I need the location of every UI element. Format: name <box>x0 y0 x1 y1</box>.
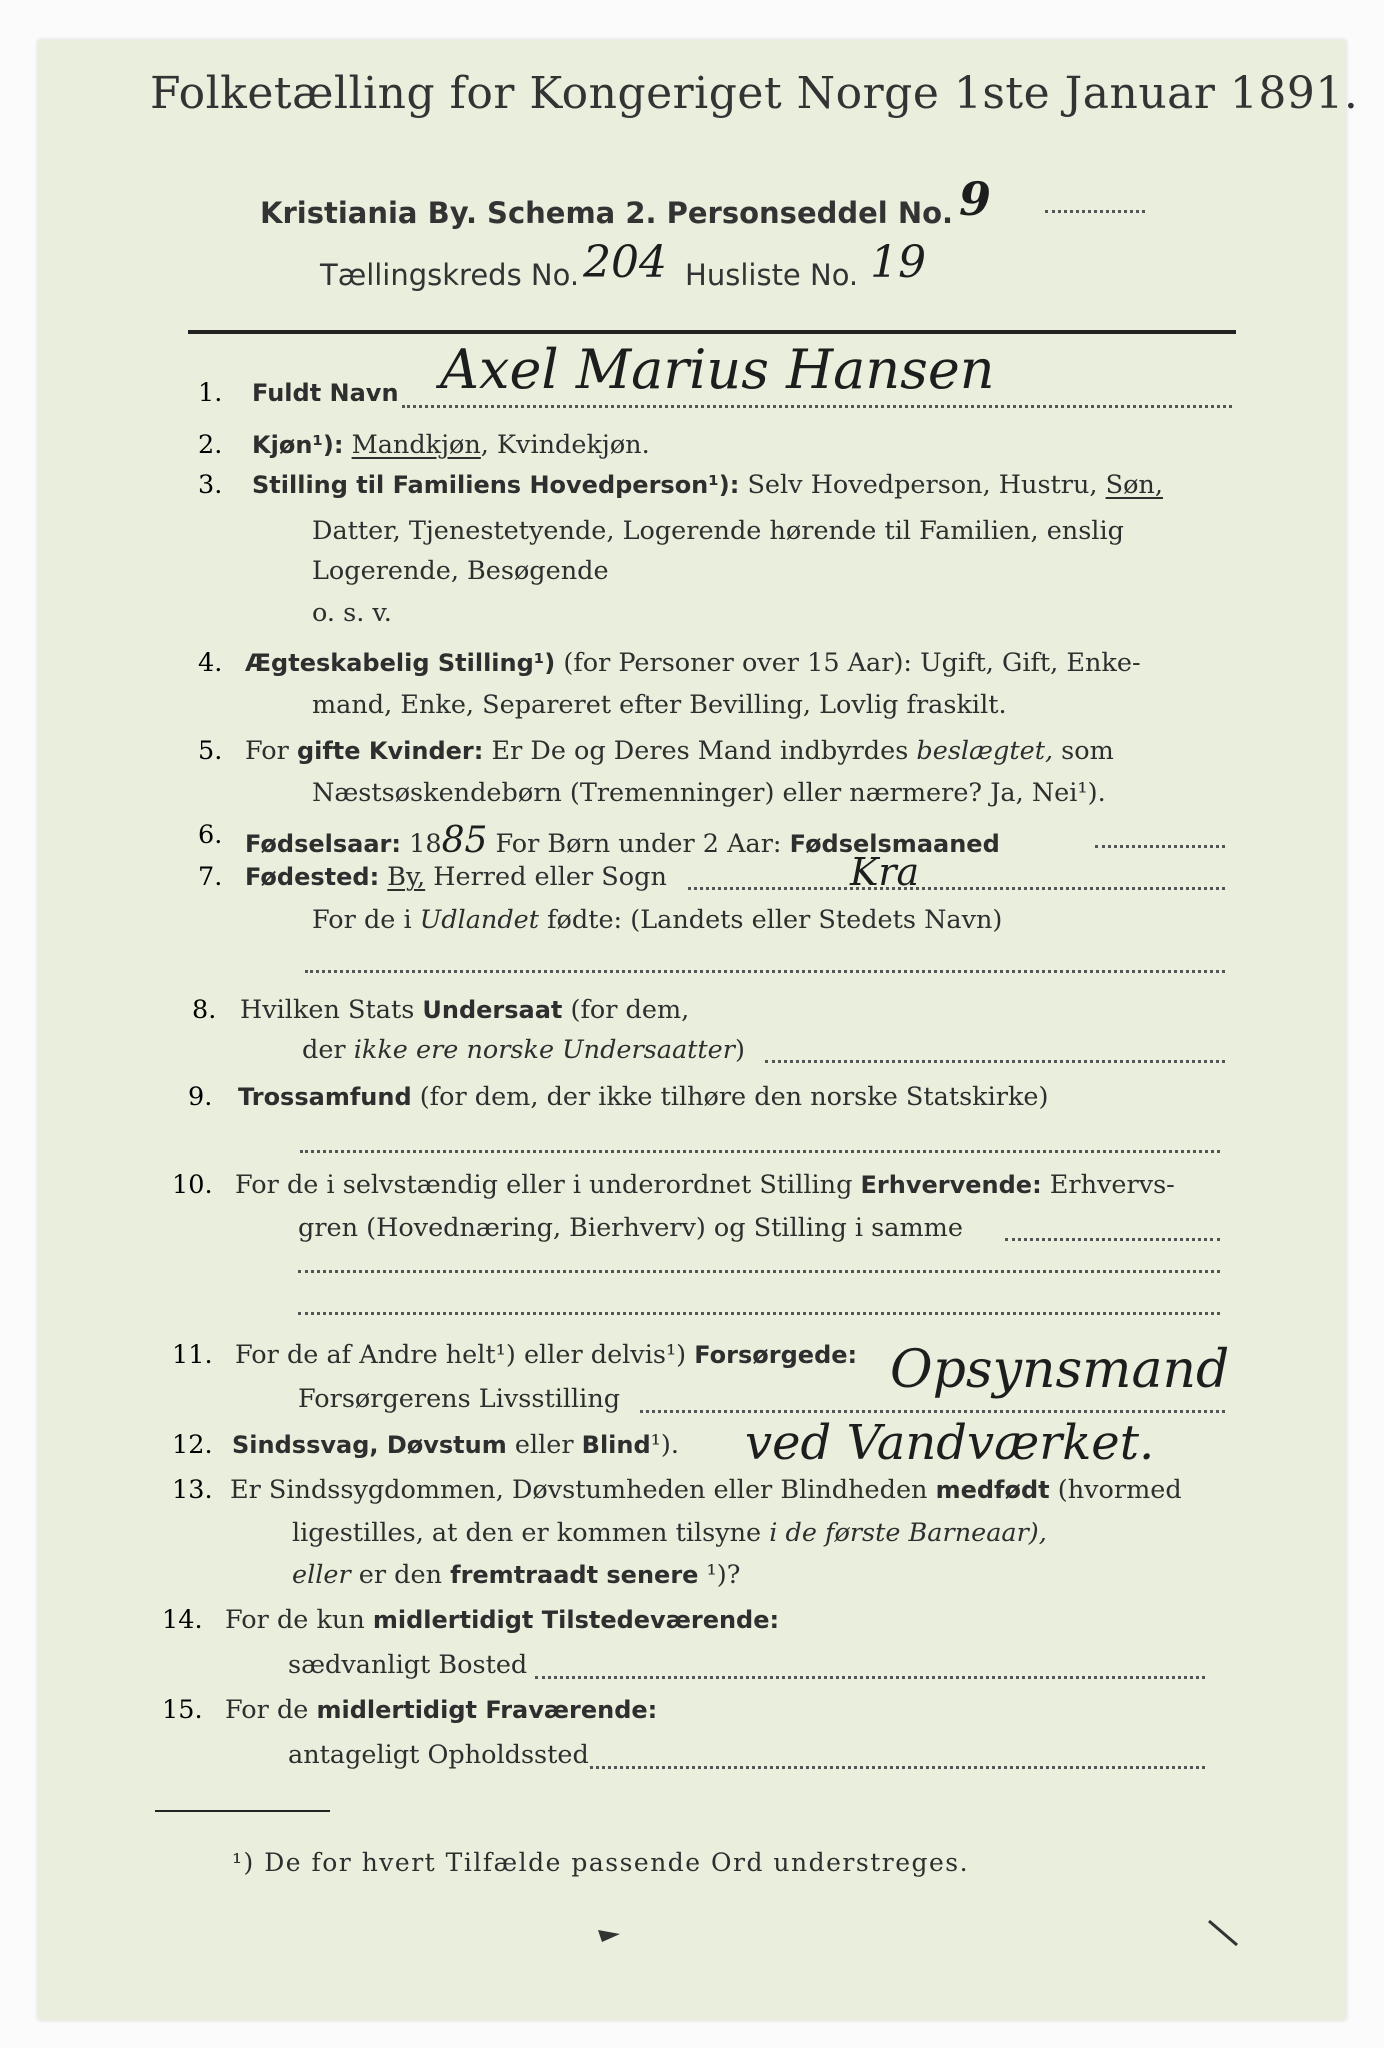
q10-l1-b: Erhvervs- <box>1041 1170 1175 1200</box>
q5-number: 5. <box>198 736 223 766</box>
q4-line1 <box>245 648 1141 678</box>
q14-number: 14. <box>162 1605 203 1635</box>
q2-rest: , Kvindekjøn. <box>480 430 650 460</box>
q15-number: 15. <box>162 1695 203 1725</box>
q13-l3-b: ¹)? <box>698 1560 741 1590</box>
q7-dots <box>688 887 1225 890</box>
q5-l1-c: som <box>1053 736 1114 766</box>
q13-l3-bold: fremtraadt senere <box>450 1561 699 1589</box>
q10-line1 <box>235 1170 1175 1200</box>
q2-mandkjon-underlined: Mandkjøn <box>351 430 481 460</box>
q5-l1-a: For <box>245 736 297 766</box>
q13-l3-a: er den <box>350 1560 451 1590</box>
q9-rest: (for dem, der ikke tilhøre den norske Statskirke) <box>411 1082 1049 1112</box>
q6-year-handwriting: 85 <box>441 820 488 861</box>
q7-l2-a: For de i <box>312 905 420 935</box>
q7-line2 <box>312 905 1002 935</box>
tellingskreds-line <box>320 237 927 296</box>
q7-line1 <box>245 862 667 892</box>
personseddel-dots <box>1045 210 1145 213</box>
q7-l2-b: fødte: (Landets eller Stedets Navn) <box>539 905 1003 935</box>
q15-line1 <box>225 1695 657 1725</box>
q11-l1-bold: Forsørgede: <box>694 1341 858 1369</box>
q9-number: 9. <box>188 1082 213 1112</box>
q13-number: 13. <box>172 1475 213 1505</box>
q14-line1 <box>225 1605 779 1635</box>
q4-l1-rest: (for Personer over 15 Aar): Ugift, Gift, Enke- <box>555 648 1141 678</box>
q2-line <box>252 430 650 460</box>
q6-label2: Fødselsmaaned <box>789 830 1000 858</box>
q3-line3: Logerende, Besøgende <box>312 556 609 586</box>
q3-number: 3. <box>198 470 223 500</box>
q1-dots <box>402 405 1232 408</box>
q2-label: Kjøn¹): <box>252 431 344 459</box>
q7-number: 7. <box>198 862 223 892</box>
q15-l1-bold: midlertidigt Fraværende: <box>316 1696 658 1724</box>
q13-line1 <box>230 1475 1182 1505</box>
q13-l2-a: ligestilles, at den er kommen tilsyne <box>292 1518 770 1548</box>
q6-rest: For Børn under 2 Aar: <box>487 829 790 859</box>
q6-year-prefix: 18 <box>401 829 442 859</box>
q2-number: 2. <box>198 430 223 460</box>
q7-l2-italic: Udlandet <box>419 905 539 935</box>
q8-l2-italic: ikke ere norske Undersaatter <box>353 1035 735 1065</box>
q1-label <box>252 378 399 408</box>
q3-label: Stilling til Familiens Hovedperson¹): <box>252 471 740 499</box>
q12-label2: Blind <box>581 1431 651 1459</box>
q7-label: Fødested: <box>245 863 380 891</box>
q7-blank-dots <box>305 970 1225 973</box>
q8-number: 8. <box>192 995 217 1025</box>
q10-line2: gren (Hovednæring, Bierhverv) og Stilling i samme <box>298 1213 963 1243</box>
q12-label: Sindssvag, Døvstum <box>232 1431 507 1459</box>
q6-number: 6. <box>198 820 223 850</box>
q12-answer-handwriting: ved Vandværket. <box>745 1415 1155 1471</box>
tellingskreds-number: 204 <box>583 237 668 288</box>
schema-line-text: Kristiania By. Schema 2. Personseddel No. <box>260 196 954 230</box>
q10-number: 10. <box>172 1170 213 1200</box>
q8-l1-b: (for dem, <box>562 995 690 1025</box>
q13-l1-bold: medfødt <box>935 1476 1050 1504</box>
q9-line <box>238 1082 1048 1112</box>
q12-mid: eller <box>506 1430 582 1460</box>
q6-dots <box>1095 845 1225 848</box>
q9-label: Trossamfund <box>238 1083 412 1111</box>
q15-line2: antageligt Opholdssted <box>288 1740 589 1770</box>
q8-l1-bold: Undersaat <box>422 996 563 1024</box>
q11-answer-handwriting: Opsynsmand <box>890 1340 1230 1400</box>
q3-line1 <box>252 470 1163 500</box>
q1-label-text: Fuldt Navn <box>252 379 399 407</box>
footnote: ¹) De for hvert Tilfælde passende Ord understreges. <box>232 1848 970 1877</box>
q5-l1-bold: gifte Kvinder: <box>296 737 484 765</box>
q5-line2: Næstsøskendebørn (Tremenninger) eller nærmere? Ja, Nei¹). <box>312 778 1106 808</box>
q12-line <box>232 1430 679 1460</box>
q11-l1-a: For de af Andre helt¹) eller delvis¹) <box>235 1340 695 1370</box>
q13-l3-italic: eller <box>292 1560 351 1590</box>
q10-l1-bold: Erhvervende: <box>860 1171 1042 1199</box>
q11-line2: Forsørgerens Livsstilling <box>298 1384 621 1414</box>
q11-line1 <box>235 1340 857 1370</box>
ink-mark-icon <box>590 1910 630 1950</box>
personseddel-number: 9 <box>959 172 992 226</box>
tellingskreds-label: Tællingskreds No. <box>320 258 580 292</box>
q14-line2: sædvanligt Bosted <box>288 1650 528 1680</box>
schema-line <box>260 172 992 234</box>
q4-label: Ægteskabelig Stilling¹) <box>245 649 556 677</box>
q13-l1-a: Er Sindssygdommen, Døvstumheden eller Blindheden <box>230 1475 936 1505</box>
husliste-number: 19 <box>870 237 927 288</box>
header-rule <box>188 330 1236 334</box>
q8-l2-a: der <box>302 1035 354 1065</box>
q5-line1 <box>245 736 1114 766</box>
q3-son-underlined: Søn, <box>1105 470 1163 500</box>
q11-dots <box>640 1410 1225 1413</box>
q8-l1-a: Hvilken Stats <box>240 995 423 1025</box>
q4-line2: mand, Enke, Separeret efter Bevilling, Lovlig fraskilt. <box>312 690 1007 720</box>
form-title: Folketælling for Kongeriget Norge 1ste Januar 1891. <box>150 68 1359 119</box>
q1-answer-handwriting: Axel Marius Hansen <box>440 338 995 401</box>
q15-l1-a: For de <box>225 1695 317 1725</box>
q12-rest: ¹). <box>650 1430 679 1460</box>
q13-line3 <box>292 1560 740 1590</box>
q8-line1 <box>240 995 689 1025</box>
q10-l1-a: For de i selvstændig eller i underordnet Stilling <box>235 1170 861 1200</box>
q10-blank-dots-1 <box>298 1270 1220 1273</box>
q8-line2 <box>302 1035 745 1065</box>
q3-line2: Datter, Tjenestetyende, Logerende hørende til Familien, enslig <box>312 516 1124 546</box>
husliste-label: Husliste No. <box>685 258 859 292</box>
q5-l1-italic: beslægtet, <box>916 736 1054 766</box>
q7-by-underlined: By, <box>387 862 426 892</box>
q7-rest: Herred eller Sogn <box>425 862 667 892</box>
q15-dots <box>590 1766 1205 1769</box>
q4-number: 4. <box>198 648 223 678</box>
q13-line2 <box>292 1518 1047 1548</box>
q1-number: 1. <box>198 378 223 408</box>
q7-answer-handwriting: Kra <box>850 850 920 894</box>
q3-l1-text: Selv Hovedperson, Hustru, <box>739 470 1106 500</box>
q12-number: 12. <box>172 1430 213 1460</box>
q14-dots <box>535 1676 1205 1679</box>
q8-l2-b: ) <box>734 1035 745 1065</box>
q13-l1-b: (hvormed <box>1049 1475 1182 1505</box>
ink-mark-2-icon <box>1205 1915 1245 1955</box>
q3-line4: o. s. v. <box>312 598 392 628</box>
q5-l1-b: Er De og Deres Mand indbyrdes <box>483 736 917 766</box>
q10-blank-dots-2 <box>298 1312 1220 1315</box>
q8-dots <box>765 1060 1225 1063</box>
footnote-rule <box>155 1810 330 1812</box>
q11-number: 11. <box>172 1340 213 1370</box>
q9-blank-dots <box>300 1150 1220 1153</box>
q13-l2-italic: i de første Barneaar), <box>769 1518 1047 1548</box>
q14-l1-bold: midlertidigt Tilstedeværende: <box>372 1606 780 1634</box>
q10-dots <box>1005 1238 1220 1241</box>
q6-label: Fødselsaar: <box>245 830 401 858</box>
q14-l1-a: For de kun <box>225 1605 373 1635</box>
